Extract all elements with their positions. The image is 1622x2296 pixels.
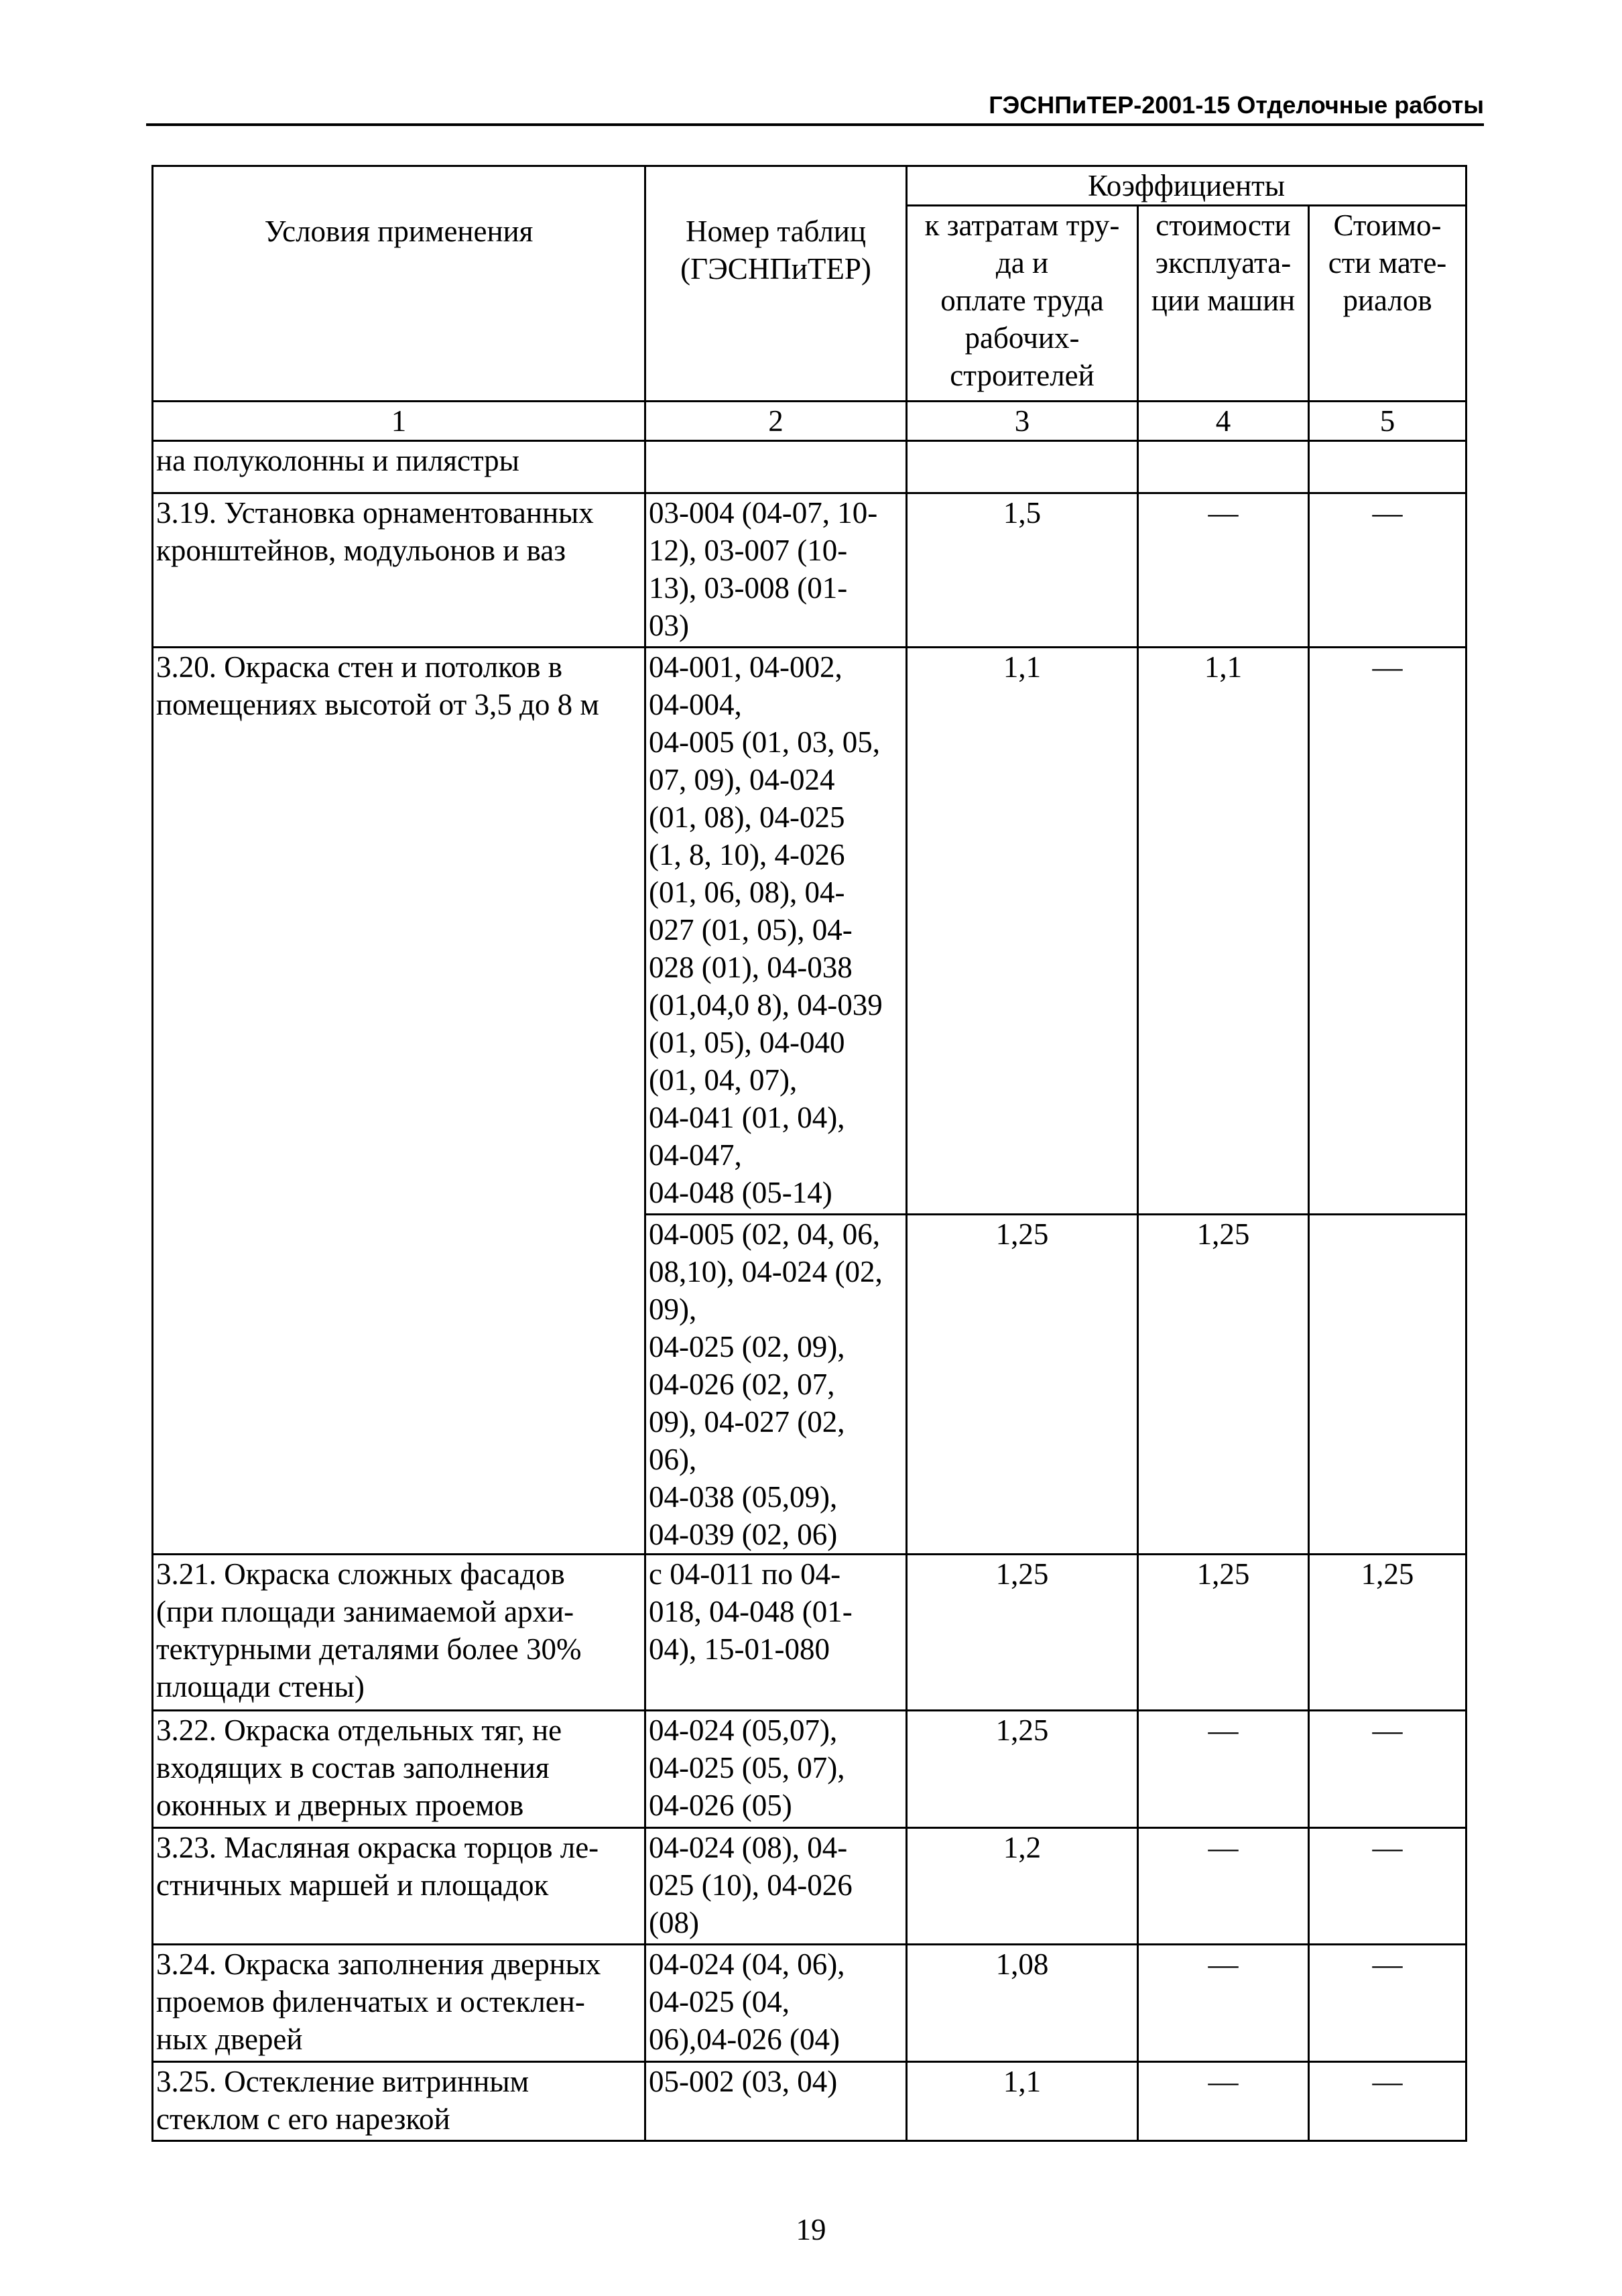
material-coefficient-cell: — [1309,1711,1467,1828]
machine-coefficient-cell: — [1138,493,1309,648]
table-row [153,1711,1467,1828]
header-row-1 [153,166,1467,206]
table-number-cell: 04-024 (04, 06), 04-025 (04, 06),04-026 (04) [645,1945,907,2062]
column-number-row [153,402,1467,441]
header-materials: Стоимо- сти мате- риалов [1309,206,1467,402]
condition-cell: 3.23. Масляная окраска торцов ле- стничных маршей и площадок [153,1828,645,1945]
machine-coefficient-cell: — [1138,2062,1309,2141]
table-number-cell: с 04-011 по 04- 018, 04-048 (01- 04), 15-01-080 [645,1555,907,1711]
table-row [153,648,1467,1215]
coefficients-table [151,165,1467,2142]
table-row [153,1828,1467,1945]
column-number: 3 [907,402,1138,441]
condition-cell: на полуколонны и пилястры [153,441,645,493]
condition-cell: 3.19. Установка орнаментованных кронштейнов, модульонов и ваз [153,493,645,648]
column-number: 5 [1309,402,1467,441]
machine-coefficient-cell: 1,25 [1138,1215,1309,1555]
table-number-cell: 04-024 (05,07), 04-025 (05, 07), 04-026 (05) [645,1711,907,1828]
column-number: 1 [153,402,645,441]
header-conditions: Условия применения [153,166,645,402]
table-number-cell: 04-001, 04-002, 04-004, 04-005 (01, 03, 05, 07, 09), 04-024 (01, 08), 04-025 (1, 8, 10), 4-026 (01, 06, 08), 04- 027 (01, 05), 04- 028 (01), 04-038 (01,04,0 8), 04-039 (01, 05), 04-040 (01, 04, 07), 04-041 (01, 04), 04-047, 04-048 (05-14) [645,648,907,1215]
table-number-cell: 03-004 (04-07, 10- 12), 03-007 (10- 13), 03-008 (01- 03) [645,493,907,648]
column-number: 4 [1138,402,1309,441]
machine-coefficient-cell: — [1138,1945,1309,2062]
condition-cell: 3.20. Окраска стен и потолков в помещениях высотой от 3,5 до 8 м [153,648,645,1555]
table-number-cell [645,441,907,493]
table-row [153,2062,1467,2141]
table-row [153,441,1467,493]
material-coefficient-cell [1309,441,1467,493]
labor-coefficient-cell: 1,1 [907,648,1138,1215]
condition-cell: 3.24. Окраска заполнения дверных проемов филенчатых и остеклен- ных дверей [153,1945,645,2062]
running-header [146,87,1484,126]
header-coefficients: Коэффициенты [907,166,1467,206]
header-machines: стоимости эксплуата- ции машин [1138,206,1309,402]
labor-coefficient-cell: 1,25 [907,1215,1138,1555]
document-title: ГЭСНПиТЕР-2001-15 Отделочные работы [989,91,1484,119]
table-number-cell: 04-024 (08), 04- 025 (10), 04-026 (08) [645,1828,907,1945]
table-number-cell: 05-002 (03, 04) [645,2062,907,2141]
table-row [153,1555,1467,1711]
material-coefficient-cell: — [1309,493,1467,648]
material-coefficient-cell: — [1309,648,1467,1215]
machine-coefficient-cell [1138,441,1309,493]
table-number-cell: 04-005 (02, 04, 06, 08,10), 04-024 (02, 09), 04-025 (02, 09), 04-026 (02, 07, 09), 04-027 (02, 06), 04-038 (05,09), 04-039 (02, 06) [645,1215,907,1555]
labor-coefficient-cell: 1,1 [907,2062,1138,2141]
table-row [153,493,1467,648]
material-coefficient-cell: — [1309,1945,1467,2062]
labor-coefficient-cell: 1,2 [907,1828,1138,1945]
machine-coefficient-cell: — [1138,1828,1309,1945]
machine-coefficient-cell: — [1138,1711,1309,1828]
material-coefficient-cell [1309,1215,1467,1555]
condition-cell: 3.21. Окраска сложных фасадов (при площади занимаемой архи- тектурными деталями более 30% площади стены) [153,1555,645,1711]
table-row [153,1945,1467,2062]
column-number: 2 [645,402,907,441]
condition-cell: 3.25. Остекление витринным стеклом с его нарезкой [153,2062,645,2141]
condition-cell: 3.22. Окраска отдельных тяг, не входящих в состав заполнения оконных и дверных проемов [153,1711,645,1828]
header-table-numbers: Номер таблиц (ГЭСНПиТЕР) [645,166,907,402]
labor-coefficient-cell: 1,08 [907,1945,1138,2062]
labor-coefficient-cell: 1,25 [907,1555,1138,1711]
header-labor: к затратам тру- да и оплате труда рабочих- строителей [907,206,1138,402]
page-number: 19 [796,2213,826,2246]
labor-coefficient-cell: 1,5 [907,493,1138,648]
labor-coefficient-cell [907,441,1138,493]
material-coefficient-cell: 1,25 [1309,1555,1467,1711]
material-coefficient-cell: — [1309,1828,1467,1945]
material-coefficient-cell: — [1309,2062,1467,2141]
machine-coefficient-cell: 1,1 [1138,648,1309,1215]
machine-coefficient-cell: 1,25 [1138,1555,1309,1711]
labor-coefficient-cell: 1,25 [907,1711,1138,1828]
